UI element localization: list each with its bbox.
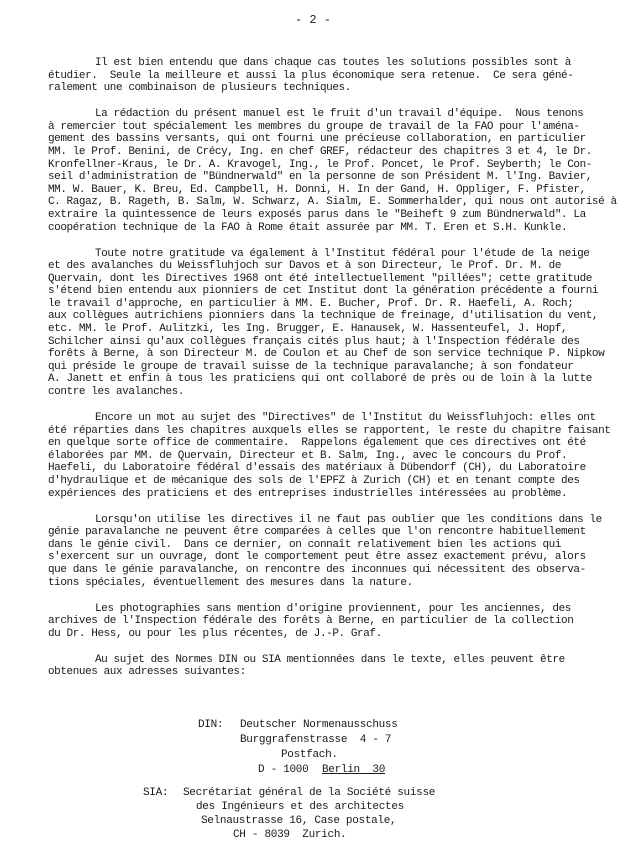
text-line: dans le génie civil. Dans ce dernier, on connaît relativement bien les actions qui <box>48 538 562 551</box>
sia-label: SIA: <box>143 787 169 799</box>
sia-line-4: CH - 8039 Zurich. <box>233 829 347 841</box>
sia-line-1: Secrétariat général de la Société suisse <box>183 787 436 799</box>
text-line: génie paravalanche ne peuvent être comparées à celles que l'on rencontre habituellement <box>48 526 586 539</box>
text-line: Haefeli, du Laboratoire fédéral d'essais des matériaux à Dübendorf (CH), du Laboratoire <box>48 462 586 475</box>
din-label: DIN: <box>198 719 224 731</box>
text-line: MM. W. Bauer, K. Breu, Ed. Campbell, H. Donni, H. In der Gand, H. Oppliger, F. Pfister, <box>48 183 586 196</box>
text-line: contre les avalanches. <box>48 386 184 399</box>
text-line: Il est bien entendu que dans chaque cas toutes les solutions possibles sont à <box>95 57 571 69</box>
text-line: Quervain, dont les Directives 1968 ont été intellectuellement "pillées"; cette gratitude <box>48 272 592 285</box>
text-line: étudier. Seule la meilleure et aussi la plus économique sera retenue. Ce sera géné- <box>48 69 574 82</box>
page-number: - 2 - <box>294 13 331 27</box>
paragraph <box>48 412 622 500</box>
text-line: Kronfellner-Kraus, le Dr. A. Kravogel, Ing., le Prof. Poncet, le Prof. Seyberth; le Con- <box>48 158 592 171</box>
din-city: Berlin 30 <box>322 764 386 776</box>
paragraph <box>48 514 622 590</box>
text-line: Schilcher ainsi qu'aux collègues français cités plus haut; à l'Inspection fédérale des <box>48 335 580 348</box>
din-street: Burggrafenstrasse 4 - 7 <box>240 734 392 746</box>
text-line: à remercier tout spécialement les membres du groupe de travail de la FAO pour l'aména- <box>48 120 580 133</box>
text-line: le travail d'approche, en particulier à MM. E. Bucher, Prof. Dr. R. Haefeli, A. Roch; <box>48 297 574 310</box>
text-line: expériences des praticiens et des entreprises industrielles intéressées au problème. <box>48 487 568 500</box>
text-line: élaborées par MM. de Quervain, Directeur et B. Salm, Ing., avec le concours du Prof. <box>48 449 568 462</box>
text-line: qui préside le groupe de travail suisse de la technique paravalanche; à son fondateur <box>48 360 574 373</box>
din-box: Postfach. <box>281 749 338 761</box>
text-line: et des avalanches du Weissfluhjoch sur Davos et à son Directeur, le Prof. Dr. M. de <box>48 260 562 273</box>
paragraph <box>48 108 622 234</box>
text-line: forêts à Berne, à son Directeur M. de Coulon et au Chef de son service technique P. Nipkow <box>48 348 605 361</box>
text-line: Au sujet des Normes DIN ou SIA mentionnées dans le texte, elles peuvent être <box>95 653 565 666</box>
body-text <box>48 57 622 692</box>
din-postcode: D - 1000 <box>258 764 309 776</box>
din-name: Deutscher Normenausschuss <box>240 719 398 731</box>
text-line: La rédaction du présent manuel est le fruit d'un travail d'équipe. Nous tenons <box>95 108 584 121</box>
text-line: ralement une combinaison de plusieurs techniques. <box>48 82 351 95</box>
text-line: coopération technique de la FAO à Rome était assurée par MM. T. Eren et S.H. Kunkle. <box>48 221 568 234</box>
text-line: s'étend bien entendu aux pionniers de cet Institut dont la génération précédente a fourni <box>48 285 599 298</box>
text-line: seil d'administration de "Bündnerwald" en la personne de son Président M. l'Ing. Bavier, <box>48 171 592 184</box>
text-line: C. Ragaz, B. Rageth, B. Salm, W. Schwarz, A. Sialm, E. Sommerhalder, qui nous ont autorisé à <box>48 196 617 209</box>
text-line: été réparties dans les chapitres auxquels elles se rapportent, le reste du chapitre faisant <box>48 424 611 437</box>
paragraph <box>48 603 622 641</box>
sia-line-3: Selnaustrasse 16, Case postale, <box>201 815 397 827</box>
text-line: aux collègues autrichiens pionniers dans la technique de freinage, d'utilisation du vent, <box>48 310 599 323</box>
text-line: d'hydraulique et de mécanique des sols de l'EPFZ à Zurich (CH) et en tenant compte des <box>48 474 580 487</box>
text-line: que dans le génie paravalanche, on rencontre des inconnues qui nécessitent des observa- <box>48 563 586 576</box>
paragraph <box>48 248 622 399</box>
text-line: etc. MM. le Prof. Aulitzki, les Ing. Brugger, E. Hanausek, W. Hassenteufel, J. Hopf, <box>48 323 568 336</box>
text-line: obtenues aux adresses suivantes: <box>48 666 246 679</box>
text-line: du Dr. Hess, ou pour les plus récentes, de J.-P. Graf. <box>48 627 382 640</box>
paragraph <box>48 654 622 679</box>
text-line: Encore un mot au sujet des "Directives" de l'Institut du Weissfluhjoch: elles ont <box>95 412 596 425</box>
text-line: s'exercent sur un ouvrage, dont le comportement peut être assez exactement prévu, alors <box>48 551 586 564</box>
text-line: A. Janett et enfin à tous les praticiens qui ont collaboré de près ou de loin à la lutte <box>48 373 592 386</box>
text-line: gement des bassins versants, qui ont fourni une précieuse collaboration, en particulier <box>48 133 586 146</box>
paragraph <box>48 57 622 95</box>
text-line: MM. le Prof. Benini, de Crécy, Ing. en chef GREF, rédacteur des chapitres 3 et 4, le Dr. <box>48 145 592 158</box>
text-line: Les photographies sans mention d'origine proviennent, pour les anciennes, des <box>95 602 571 615</box>
text-line: Lorsqu'on utilise les directives il ne faut pas oublier que les conditions dans le <box>95 513 602 526</box>
text-line: Toute notre gratitude va également à l'Institut fédéral pour l'étude de la neige <box>95 247 590 260</box>
text-line: en quelque sorte office de commentaire. Rappelons également que ces directives ont été <box>48 437 586 450</box>
sia-line-2: des Ingénieurs et des architectes <box>196 801 404 813</box>
text-line: archives de l'Inspection fédérale des forêts à Berne, en particulier de la collection <box>48 615 574 628</box>
text-line: extraire la quintessence de leurs exposés parus dans le "Beiheft 9 zum Bündnerwald". La <box>48 208 586 221</box>
text-line: tions spéciales, éventuellement des mesures dans la nature. <box>48 576 413 589</box>
